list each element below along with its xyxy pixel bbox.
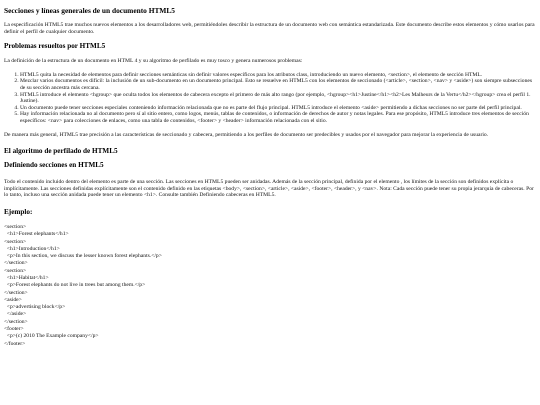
code-line: </section> — [4, 318, 28, 325]
list-item: 4. Un documento puede tener secciones especiales conteniendo información relacionada que no es parte del flujo principal. HTML5 introduce el elemento <aside> permitiendo a dichas secciones no ser parte del perfil principal. — [20, 105, 536, 112]
code-line: <section> — [4, 223, 27, 230]
code-line: <section> — [4, 238, 27, 245]
code-line: <h1>Habitat</h1> — [4, 274, 49, 281]
code-line: <p>advertising block</p> — [4, 304, 66, 311]
problems-conclusion: De manera más general, HTML5 trae precisión a las características de seccionado y cabecera, permitiendo a los perfiles de documento ser predecibles y usados por el navegador para mejorar la experiencia de usuario. — [4, 131, 489, 138]
algorithm-paragraph: Todo el contenido incluido dentro del elemento es parte de una sección. Las secciones en HTML5 pueden ser anidadas. Además de la sección principal, definida por el elemento , los límites de la sección son definidos explícita o implícitamente. Las secciones definidas explícitamente son el contenido definido en las etiquetas <body>, <section>, <article>, <aside>, <footer>, <header>, y <nav>. Nota: Cada sección puede tener su propia jerarquía de cabeceras. Por lo tanto, incluso una sección anidada puede tener un elemento <h1>. Consulte también Definiendo cabeceras en HTML5. — [4, 179, 534, 199]
page-title: Secciones y líneas generales de un documento HTML5 — [4, 6, 176, 15]
algorithm-subheading: Definiendo secciones en HTML5 — [4, 161, 104, 170]
example-heading: Ejemplo: — [4, 207, 33, 216]
list-item: 5. Hay información relacionada no al documento pero sí al sitio entero, como logos, menús, tablas de contenidos, o información de derechos de autor y notas legales. Para ese propósito, HTML5 introduce tres elementos de sección específicos: <nav> para colecciones de enlaces, como una tabla de contenidos, <footer> y <header> información relacionada con el sitio. — [20, 111, 536, 124]
list-item: 1. HTML5 quita la necesidad de elementos para definir secciones semánticas sin definir valores específicos para los atributos class, introduciendo un nuevo elemento, <section>, el elemento de sección HTML. — [20, 72, 536, 79]
code-example — [4, 224, 536, 348]
code-line: <section> — [4, 267, 27, 274]
list-item: 2. Mezclar varios documentos es difícil: la inclusión de un sub-documento en un documento principal. Esto se resuelve en HTML5 con los elementos de seccionado (<article>, <section>, <nav> y <aside>) son siempre subsecciones de su sección ancestra más cercana. — [20, 78, 536, 91]
problems-heading: Problemas resueltos por HTML5 — [4, 42, 106, 51]
code-line: </section> — [4, 260, 28, 267]
list-item: 3. HTML5 introduce el elemento <hgroup> que oculta todos los elementos de cabecera excepto el primero de más alto rango (por ejemplo, <hgroup><h1>Justine</h1><h2>Les Malheurs de la Vertu</h2></hgroup> crea el perfil 1. Justine). — [20, 92, 536, 105]
problems-lead: La definición de la estructura de un documento en HTML 4 y su algoritmo de perfilado es muy tosco y genera numerosos problemas: — [4, 58, 303, 65]
code-line: <footer> — [4, 326, 24, 333]
code-line: <h1>Forest elephants</h1> — [4, 231, 69, 238]
code-line: <aside> — [4, 296, 22, 303]
intro-paragraph: La especificación HTML5 trae muchos nuevos elementos a los desarrolladores web, permitiéndoles describir la estructura de un documento web con semántica estandarizada. Este documento describe estos elementos y cómo usarlos para definir el perfil de cualquier documento. — [4, 22, 535, 35]
code-line: <p>Forest elephants do not live in trees but among them.</p> — [4, 282, 146, 289]
code-line: </aside> — [4, 311, 27, 318]
algorithm-heading: El algoritmo de perfilado de HTML5 — [4, 147, 118, 156]
code-line: <h1>Introduction</h1> — [4, 245, 60, 252]
problems-list — [4, 72, 536, 125]
code-line: </footer> — [4, 340, 26, 347]
code-line: <p>(c) 2010 The Example company</p> — [4, 333, 99, 340]
code-line: <p>In this section, we discuss the lesser known forest elephants.</p> — [4, 253, 162, 260]
code-line: </section> — [4, 289, 28, 296]
